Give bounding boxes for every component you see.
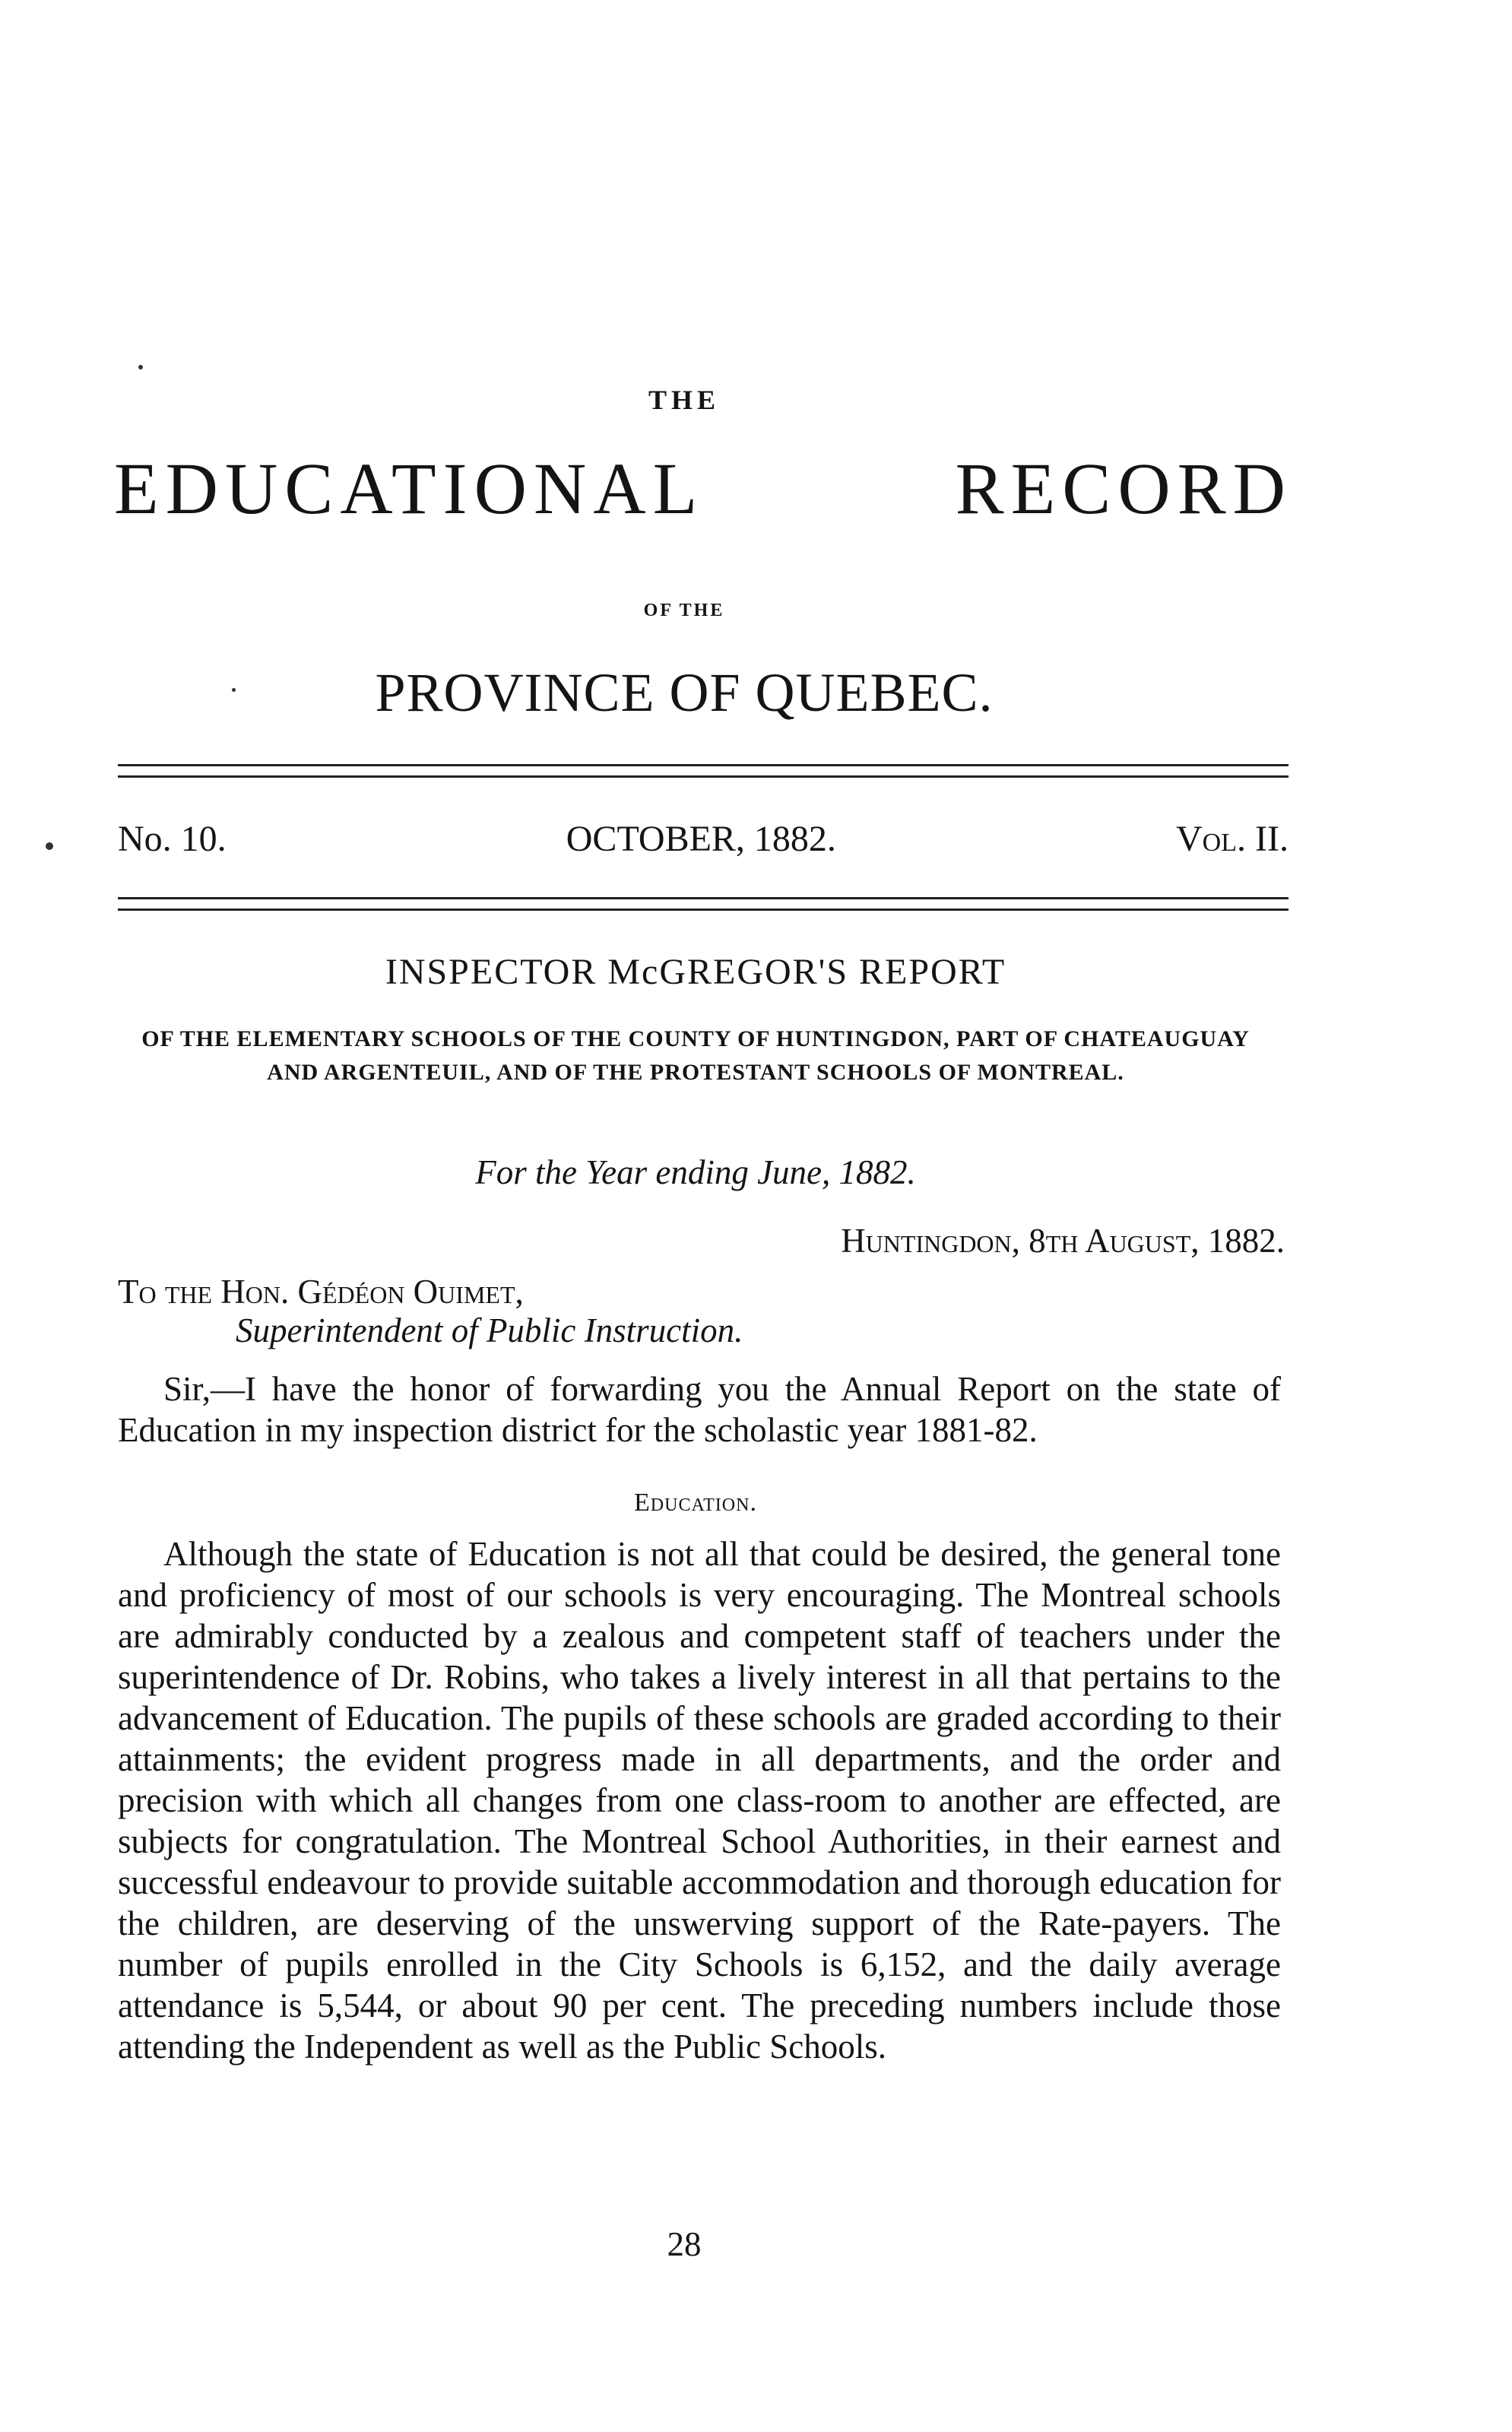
publication-title-word-2: RECORD — [955, 448, 1292, 529]
masthead-rule-bottom — [118, 897, 1289, 899]
place-and-date: Huntingdon, 8th August, 1882. — [841, 1222, 1285, 1260]
paragraph-salutation: Sir,—I have the honor of forwarding you the Annual Report on the state of Education in my inspection district for the scholastic year 1881-82. — [118, 1370, 1281, 1449]
report-year-line: For the Year ending June, 1882. — [475, 1153, 916, 1191]
masthead-the: THE — [648, 385, 721, 415]
addressee: To the Hon. Gédéon Ouimet, — [118, 1273, 524, 1311]
masthead-rule-top — [118, 764, 1289, 766]
paragraph-body: Although the state of Education is not all that could be desired, the general tone and proficiency of most of our schools is very encouraging. The Montreal schools are admirably conducted by a zealous and competent staff of teachers under the superintendence of Dr. Robins, who takes a lively interest in all that pertains to the advancement of Education. The pupils of these schools are graded according to their attainments; the evident progress made in all departments, and the order and precision with which all changes from one class-room to another are effected, are subjects for congratulation. The Montreal School Authorities, in their earnest and successful endeavour to provide suitable accommodation and thorough education for the children, are deserving of the unswerving support of the Rate-payers. The number of pupils enrolled in the City Schools is 6,152, and the daily average attendance is 5,544, or about 90 per cent. The preceding numbers include those attending the Independent as well as the Public Schools. — [118, 1535, 1281, 2066]
publication-title-word-1: EDUCATIONAL — [114, 448, 705, 529]
issue-volume: Vol. II. — [1176, 819, 1289, 859]
scan-speck — [232, 688, 236, 692]
issue-line — [118, 821, 1289, 858]
publication-title — [114, 448, 1292, 529]
page-number: 28 — [667, 2225, 702, 2263]
report-title: INSPECTOR McGREGOR'S REPORT — [385, 952, 1006, 992]
scan-speck — [138, 365, 143, 369]
scan-speck — [46, 842, 53, 850]
issue-date: OCTOBER, 1882. — [566, 819, 836, 859]
report-subtitle: OF THE ELEMENTARY SCHOOLS OF THE COUNTY OF HUNTINGDON, PART OF CHATEAUGUAY AND ARGENTEUIL, AND OF THE PROTESTANT SCHOOLS OF MONTREAL. — [141, 1026, 1250, 1085]
issue-number: No. 10. — [118, 819, 227, 859]
section-heading: Education. — [634, 1489, 757, 1517]
masthead-rule-bottom-2 — [118, 908, 1289, 911]
masthead-of-the: OF THE — [643, 601, 725, 620]
addressee-title: Superintendent of Public Instruction. — [236, 1311, 743, 1349]
masthead-rule-top-2 — [118, 775, 1289, 778]
publication-subtitle: PROVINCE OF QUEBEC. — [375, 662, 994, 723]
